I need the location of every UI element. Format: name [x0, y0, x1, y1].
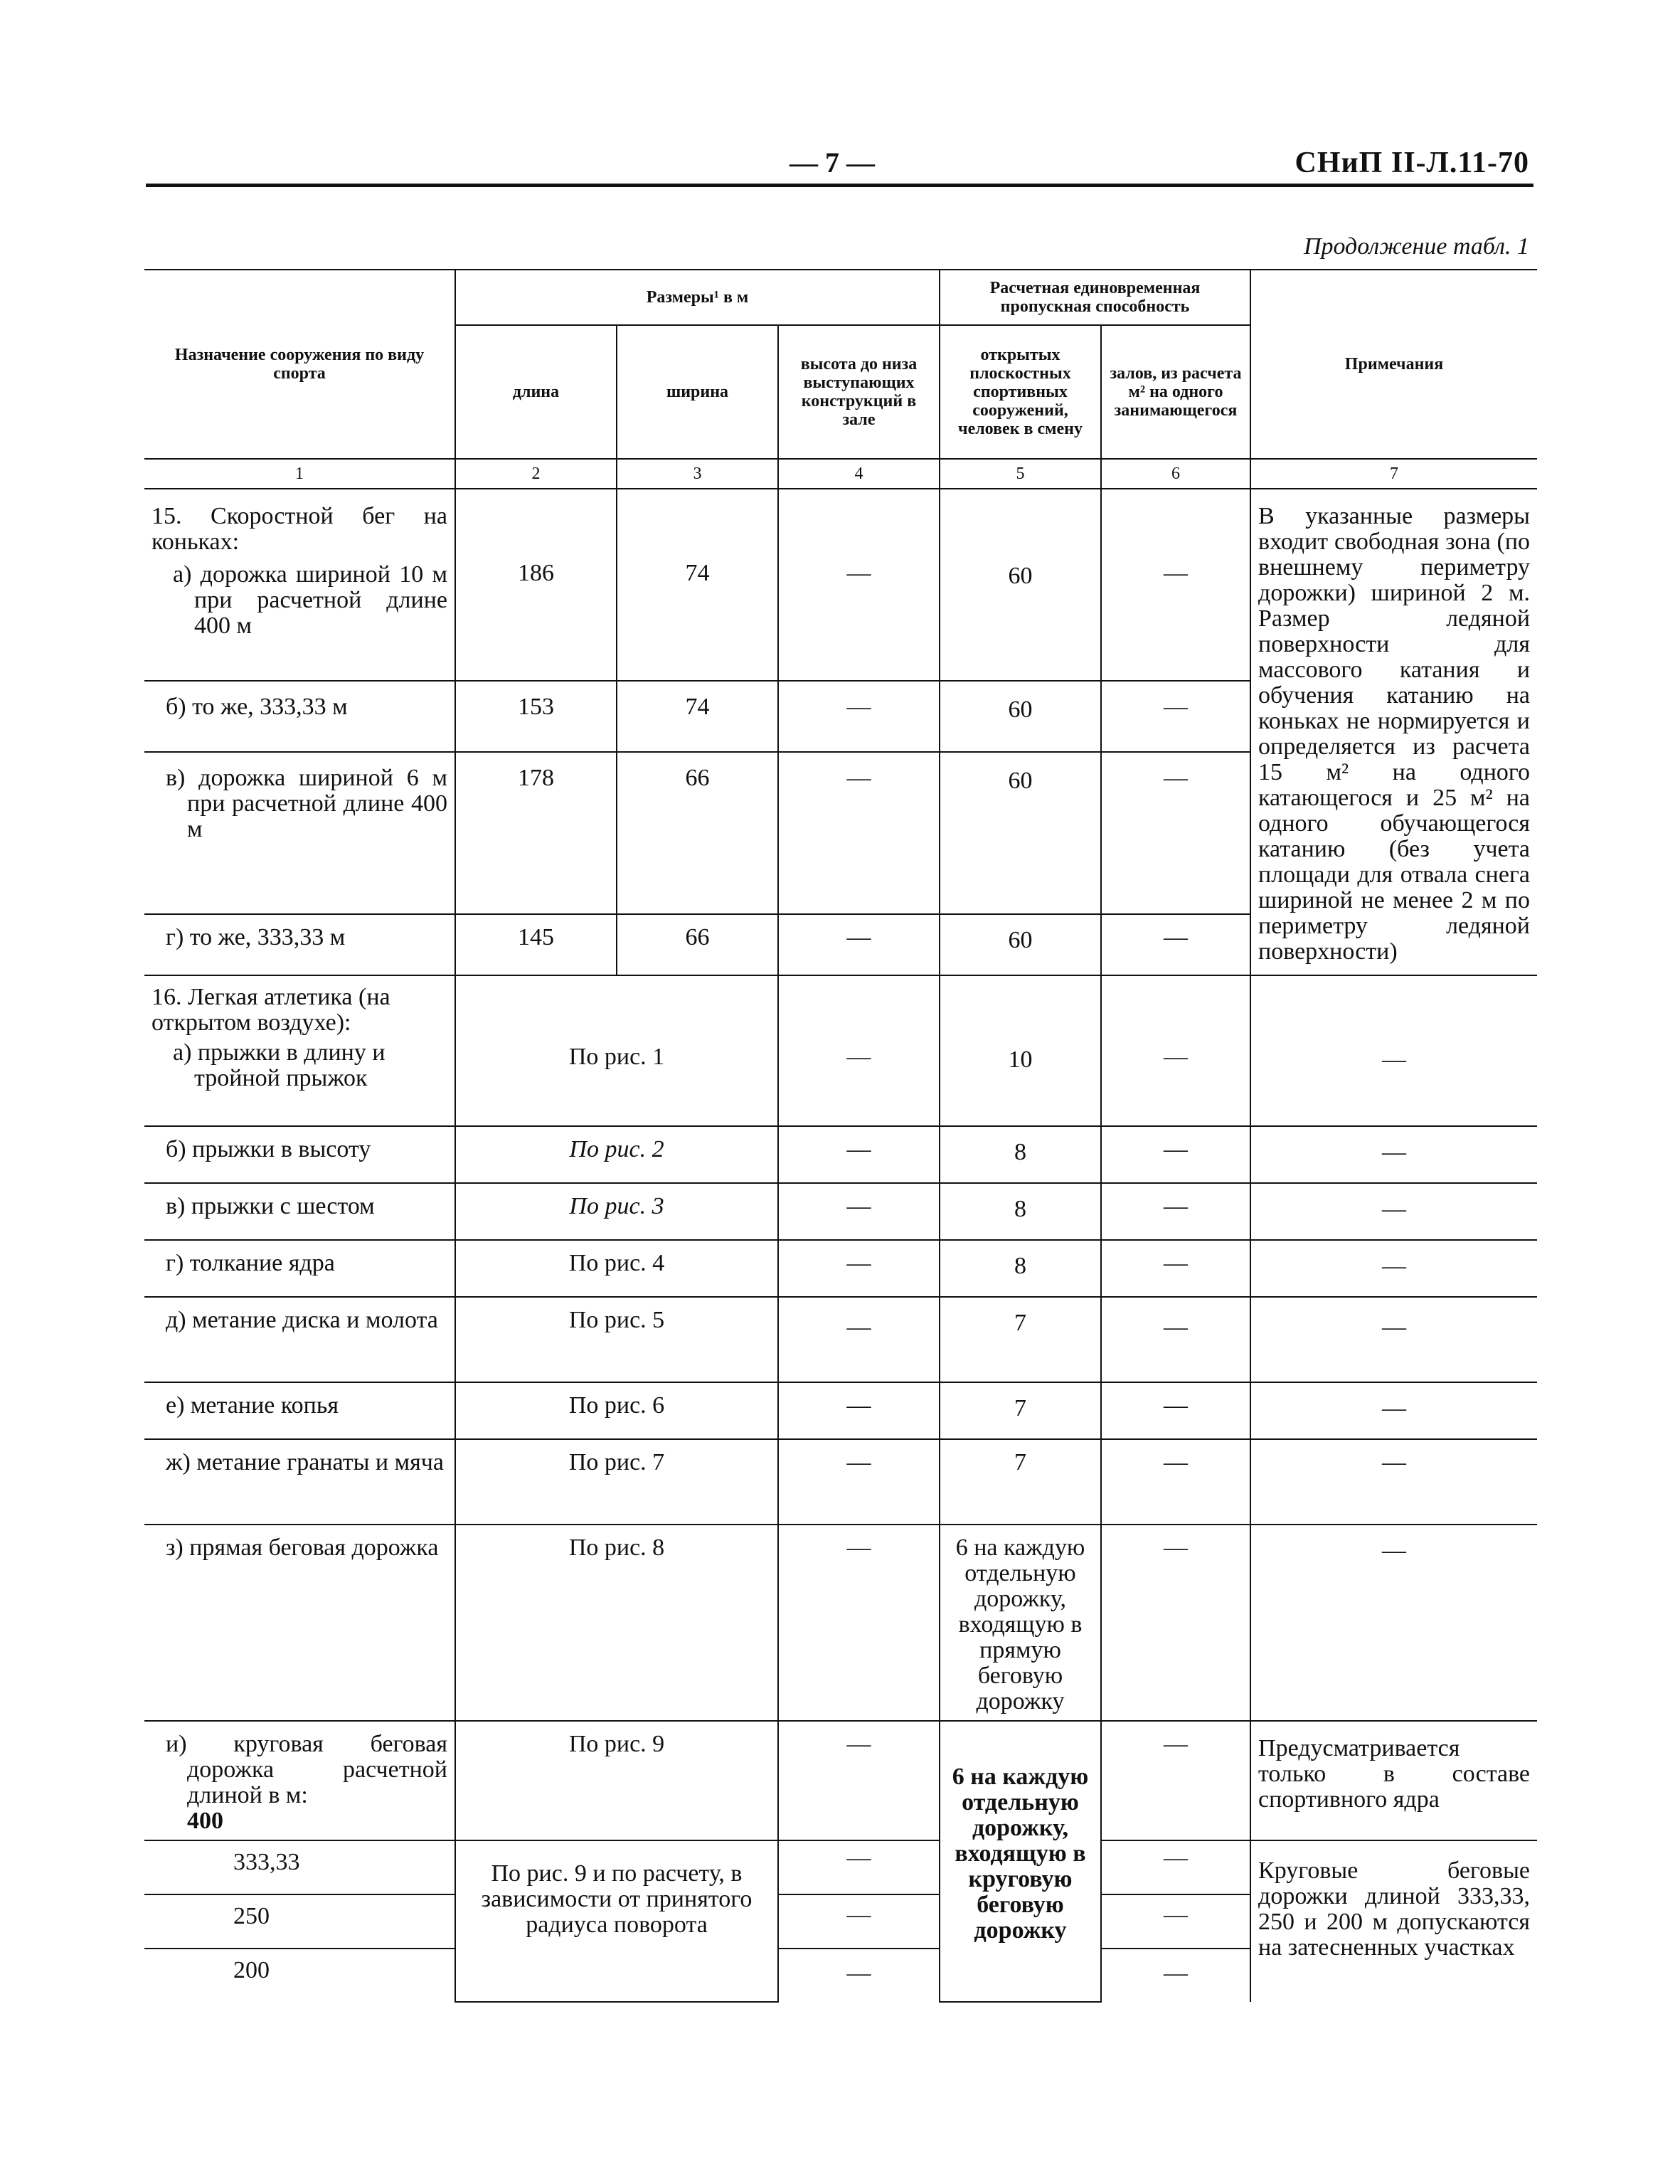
cell-size: По рис. 9	[455, 1721, 778, 1840]
col-number: 4	[778, 459, 940, 489]
cell-size-other: По рис. 9 и по расчету, в зависимости от принятого радиуса поворота	[455, 1840, 778, 2002]
row-name-15d: г) то же, 333,33 м	[144, 914, 455, 975]
cell-size: По рис. 6	[455, 1382, 778, 1439]
cell-halls: —	[1101, 914, 1250, 975]
cell-halls: —	[1101, 1949, 1250, 2002]
row-name	[144, 489, 455, 681]
cell-length: 186	[455, 489, 617, 681]
cell-halls: —	[1101, 1894, 1250, 1949]
row-name-15c: в) дорожка шириной 6 м при расчетной длине 400 м	[144, 752, 455, 914]
row-name-16f: е) метание копья	[144, 1382, 455, 1439]
document-code: СНиП II-Л.11-70	[1294, 147, 1529, 179]
cell-halls: —	[1101, 1721, 1250, 1840]
cell-halls: —	[1101, 1240, 1250, 1297]
norms-table	[144, 269, 1537, 2003]
table-continuation-label: Продолжение табл. 1	[1303, 233, 1529, 260]
cell-halls: —	[1101, 1183, 1250, 1240]
cell-note: —	[1250, 1183, 1537, 1240]
cell-size: По рис. 1	[455, 975, 778, 1126]
cell-height: —	[778, 489, 940, 681]
cell-halls: —	[1101, 975, 1250, 1126]
cell-open: 7	[940, 1439, 1101, 1525]
cell-note: —	[1250, 975, 1537, 1126]
row-name-16h: з) прямая беговая дорожка	[144, 1525, 455, 1721]
cell-size: По рис. 4	[455, 1240, 778, 1297]
col-number: 1	[144, 459, 455, 489]
header-length: длина	[455, 325, 617, 459]
cell-note: —	[1250, 1525, 1537, 1721]
header-notes: Примечания	[1250, 270, 1537, 459]
cell-size: По рис. 3	[455, 1183, 778, 1240]
cell-halls: —	[1101, 1297, 1250, 1382]
cell-length: 178	[455, 752, 617, 914]
cell-halls: —	[1101, 681, 1250, 752]
header-open: открытых плоскостных спортивных сооружений, человек в смену	[940, 325, 1101, 459]
cell-height: —	[778, 1297, 940, 1382]
cell-note: —	[1250, 1382, 1537, 1439]
cell-height: —	[778, 1840, 940, 1894]
cell-height: —	[778, 752, 940, 914]
section-16-title: 16. Легкая атлетика (на открытом воздухе):	[151, 984, 390, 1036]
track-length-200: 200	[144, 1949, 455, 2002]
table-row-16g	[144, 1439, 1537, 1525]
table-row-16i-400	[144, 1721, 1537, 1840]
cell-width: 66	[617, 914, 778, 975]
row-name-16a: а) прыжки в длину и тройной прыжок	[173, 1039, 386, 1091]
cell-height: —	[778, 1894, 940, 1949]
cell-size: По рис. 7	[455, 1439, 778, 1525]
cell-halls: —	[1101, 489, 1250, 681]
cell-length: 145	[455, 914, 617, 975]
track-400-note: Предусматривается только в составе спортивного ядра	[1250, 1721, 1537, 1840]
col-number: 2	[455, 459, 617, 489]
cell-note: —	[1250, 1240, 1537, 1297]
cell-height: —	[778, 1525, 940, 1721]
header-row-1	[144, 270, 1537, 325]
table-row-15a	[144, 489, 1537, 681]
header-width: ширина	[617, 325, 778, 459]
cell-height: —	[778, 681, 940, 752]
col-number: 5	[940, 459, 1101, 489]
row-name-16b: б) прыжки в высоту	[144, 1126, 455, 1183]
table-row-16a	[144, 975, 1537, 1126]
column-numbers-row	[144, 459, 1537, 489]
cell-height: —	[778, 1721, 940, 1840]
row-name-15a: а) дорожка шириной 10 м при расчетной длине 400 м	[173, 561, 447, 639]
cell-open: 10	[940, 975, 1101, 1126]
cell-halls: —	[1101, 1439, 1250, 1525]
cell-size: По рис. 8	[455, 1525, 778, 1721]
cell-note: —	[1250, 1126, 1537, 1183]
row-name-16g: ж) метание гранаты и мяча	[144, 1439, 455, 1525]
row-name-15b: б) то же, 333,33 м	[144, 681, 455, 752]
cell-open: 7	[940, 1297, 1101, 1382]
track-length-333: 333,33	[144, 1840, 455, 1894]
cell-open: 8	[940, 1183, 1101, 1240]
cell-note: —	[1250, 1439, 1537, 1525]
row-name-16d: г) толкание ядра	[144, 1240, 455, 1297]
cell-length: 153	[455, 681, 617, 752]
cell-open: 60	[940, 752, 1101, 914]
cell-height: —	[778, 1126, 940, 1183]
table-row-16h	[144, 1525, 1537, 1721]
page-number: — 7 —	[790, 147, 875, 179]
cell-height: —	[778, 1439, 940, 1525]
col-number: 6	[1101, 459, 1250, 489]
cell-height: —	[778, 1183, 940, 1240]
cell-open: 6 на каждую отдельную дорожку, входящую в прямую беговую дорожку	[940, 1525, 1101, 1721]
cell-open: 8	[940, 1126, 1101, 1183]
cell-halls: —	[1101, 752, 1250, 914]
cell-open: 60	[940, 489, 1101, 681]
table-row-16f	[144, 1382, 1537, 1439]
cell-open: 8	[940, 1240, 1101, 1297]
cell-size: По рис. 2	[455, 1126, 778, 1183]
row-name-16c: в) прыжки с шестом	[144, 1183, 455, 1240]
row-name-16e: д) метание диска и молота	[144, 1297, 455, 1382]
row-name-16i	[144, 1721, 455, 1840]
table-row-16b	[144, 1126, 1537, 1183]
cell-halls: —	[1101, 1525, 1250, 1721]
track-name: и) круговая беговая дорожка расчетной длиной в м:	[166, 1731, 447, 1808]
cell-width: 74	[617, 489, 778, 681]
cell-halls: —	[1101, 1840, 1250, 1894]
header-halls: залов, из расчета м² на одного занимающегося	[1101, 325, 1250, 459]
cell-height: —	[778, 914, 940, 975]
table-row-16i-333	[144, 1840, 1537, 1894]
track-length-400: 400	[187, 1808, 223, 1834]
cell-open: 60	[940, 914, 1101, 975]
table-row-16e	[144, 1297, 1537, 1382]
cell-height: —	[778, 1382, 940, 1439]
track-length-250: 250	[144, 1894, 455, 1949]
cell-halls: —	[1101, 1382, 1250, 1439]
header-rule	[146, 184, 1533, 187]
cell-width: 74	[617, 681, 778, 752]
cell-open-track: 6 на каждую отдельную дорожку, входящую в круговую беговую дорожку	[940, 1721, 1101, 2002]
header-height: высота до низа выступающих конструкций в зале	[778, 325, 940, 459]
cell-open: 7	[940, 1382, 1101, 1439]
cell-width: 66	[617, 752, 778, 914]
cell-height: —	[778, 1949, 940, 2002]
header-capacity: Расчетная единовременная пропускная способность	[940, 270, 1250, 325]
header-purpose: Назначение сооружения по виду спорта	[144, 270, 455, 459]
col-number: 3	[617, 459, 778, 489]
section-15-note: В указанные размеры входит свободная зона (по внешнему периметру дорожки) шириной 2 м. Размер ледяной поверхности для массового катания и обучения катанию на коньках не нормируется и определяется из расчета 15 м² на одного катающегося и 25 м² на одного обучающегося катанию (без учета площади для отвала снега шириной не менее 2 м по периметру ледяной поверхности)	[1250, 489, 1537, 975]
table-row-16d	[144, 1240, 1537, 1297]
cell-height: —	[778, 1240, 940, 1297]
table-row-16c	[144, 1183, 1537, 1240]
cell-open: 60	[940, 681, 1101, 752]
cell-size: По рис. 5	[455, 1297, 778, 1382]
header-sizes: Размеры¹ в м	[455, 270, 940, 325]
section-15-title: 15. Скоростной бег на коньках:	[151, 503, 447, 555]
cell-note: —	[1250, 1297, 1537, 1382]
cell-halls: —	[1101, 1126, 1250, 1183]
track-other-note: Круговые беговые дорожки длиной 333,33, 250 и 200 м допускаются на затесненных участках	[1250, 1840, 1537, 2002]
cell-height: —	[778, 975, 940, 1126]
col-number: 7	[1250, 459, 1537, 489]
row-name	[144, 975, 455, 1126]
